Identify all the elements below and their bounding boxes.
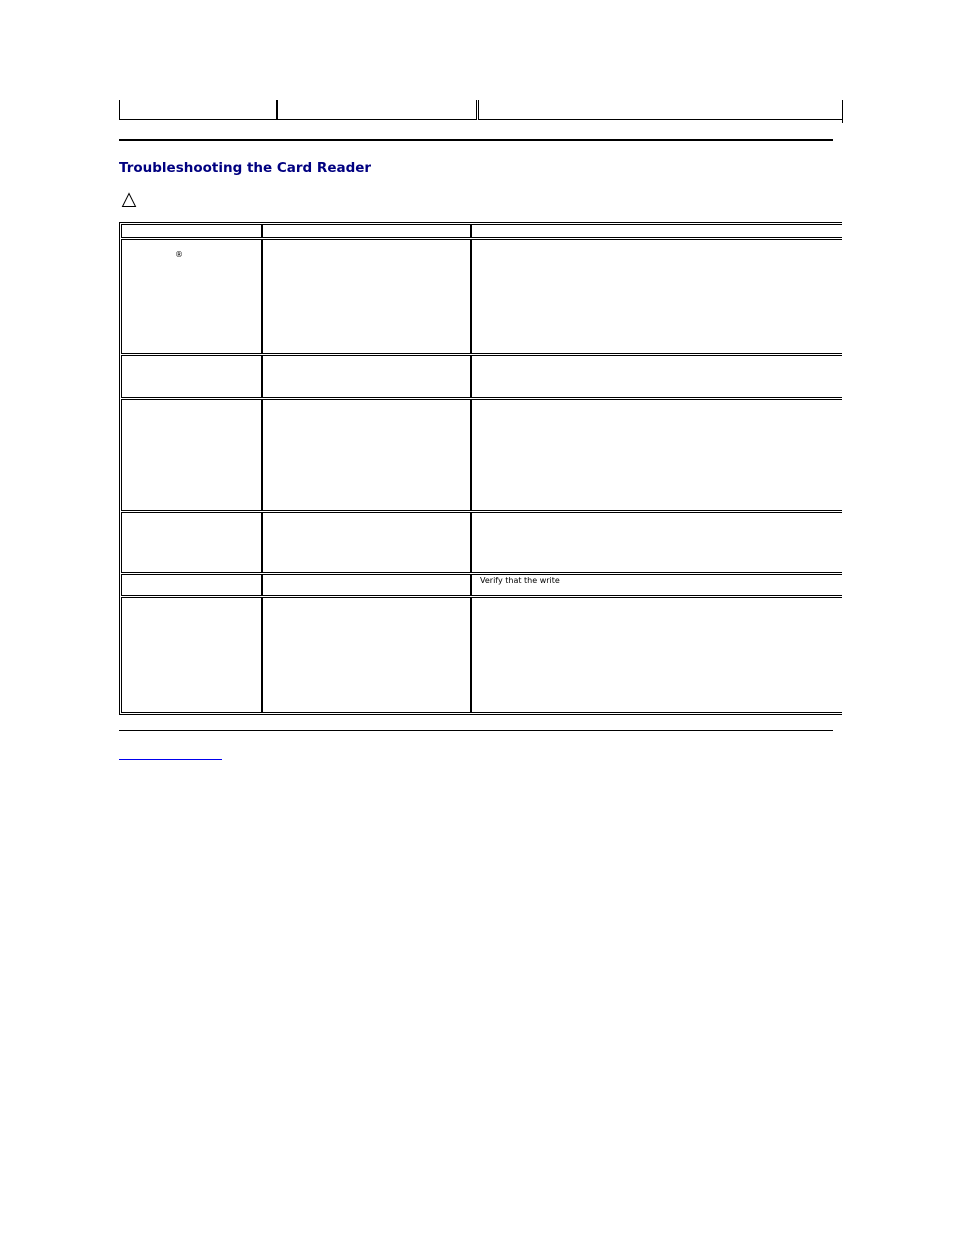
table-row-cell [121, 355, 262, 398]
section-heading: Troubleshooting the Card Reader [119, 160, 372, 176]
write-protect-text: Verify that the write [480, 576, 560, 585]
table-row-cell [262, 355, 471, 398]
troubleshooting-table [119, 222, 842, 716]
table-row-cell [471, 597, 842, 713]
table-row-cell [121, 399, 262, 511]
table-row-cell [262, 574, 471, 596]
table-row-cell [471, 355, 842, 398]
table-row-cell [262, 399, 471, 511]
caution-triangle-icon [121, 192, 137, 208]
table-row-cell [121, 597, 262, 713]
table-row-cell [471, 399, 842, 511]
registered-mark: ® [175, 250, 183, 259]
table-row-cell [471, 574, 842, 596]
bottom-divider [119, 730, 833, 731]
table-row-cell [121, 574, 262, 596]
section-divider [119, 139, 833, 141]
table-row-cell [121, 512, 262, 573]
table-row-cell [262, 597, 471, 713]
table-cell [277, 100, 477, 120]
table-cell [478, 100, 843, 120]
table-header-cell [471, 224, 842, 238]
table-row-cell [121, 239, 262, 354]
previous-table-remnant [119, 100, 843, 123]
table-header-cell [121, 224, 262, 238]
back-to-contents-link[interactable] [119, 748, 222, 760]
table-row-cell [262, 512, 471, 573]
table-row-cell [262, 239, 471, 354]
table-row-cell [471, 512, 842, 573]
table-header-cell [262, 224, 471, 238]
table-cell [119, 100, 277, 120]
table-row-cell [471, 239, 842, 354]
